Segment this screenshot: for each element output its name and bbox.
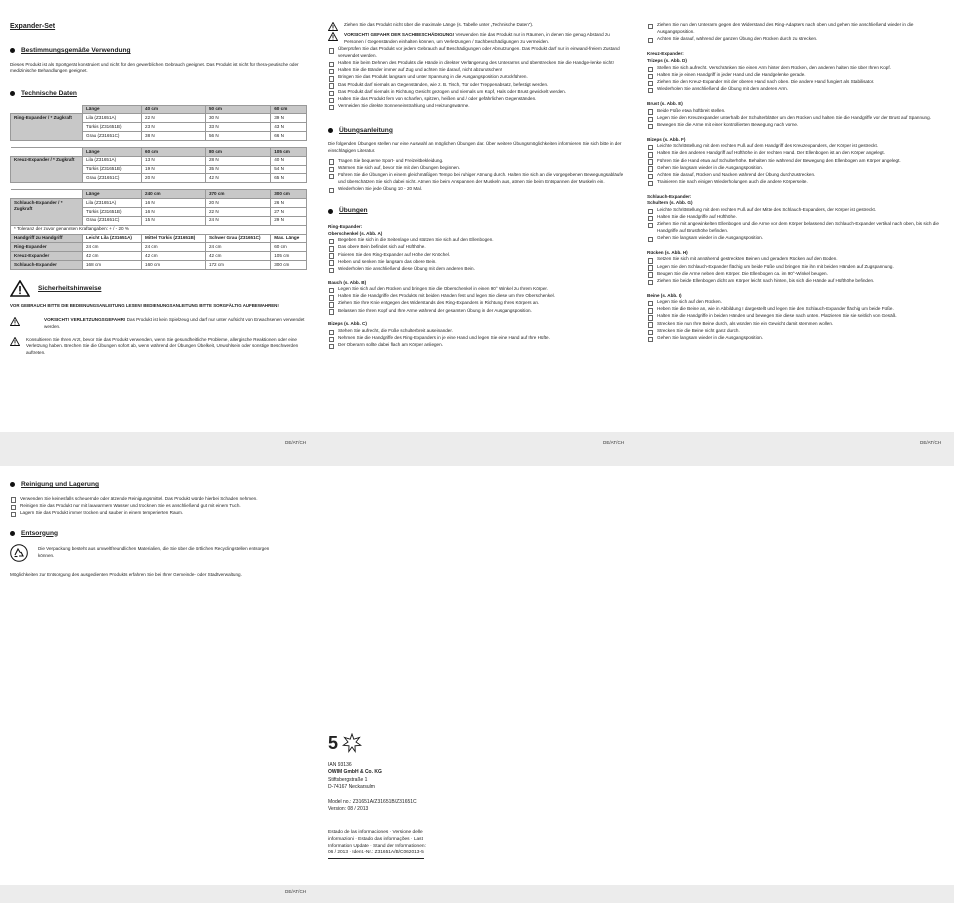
entsorgung-text: Möglichkeiten zur Entsorgung des ausgedienten Produkts erfahren Sie bei Ihrer Gemeinde- oder Stadtverwaltung. [10,572,242,578]
table-cell: 15 N [142,216,206,225]
warning-icon [10,280,30,297]
table-row [11,114,307,123]
bizeps-title: Bizeps (s. Abb. C) [328,321,367,327]
kreuz-title: Kreuz-Expander: [647,51,684,57]
section-heading-verwendung: Bestimmungsgemäße Verwendung [10,46,307,56]
list-item: Beide Füße etwa hüftbreit stellen. [647,108,944,115]
list-item: Wiederholen Sie anschließend diese Übung mit dem anderen Bein. [328,266,625,273]
brust-title: Brust (s. Abb. E) [647,100,683,106]
list-item: Legen Sie den Kreuzexpander unterhalb der Schulterblätter um den Rücken und halten Sie die Handgriffe vor der Brust auf Spannung. [647,115,944,122]
table-cell: 80 cm [205,147,270,156]
list-item: Stellen Sie sich aufrecht. Verschränken Sie einen Arm hinter dem Rücken, den anderen halten Sie über Ihren Kopf. [647,65,944,72]
table-cell: 24 cm [205,243,270,252]
section-heading-sicherheit: Sicherheitshinweise [10,280,307,297]
table-cell: Kreuz-Expander / * Zugkraft [11,156,83,183]
page2-column [10,474,307,582]
column-3 [647,22,944,344]
section-heading-uebungen: Übungen [328,206,625,216]
table-cell: Länge [83,147,142,156]
list-item: Halten Sie je einen Handgriff in jeder Hand und die Handgelenke gerade. [647,72,944,79]
table-cell: 22 N [205,207,270,216]
footer-band-page2 [0,885,954,903]
table-cell: Schlauch-Expander [11,261,83,270]
table-row [11,243,307,252]
table-cell: 42 N [205,174,270,183]
list-item: Ziehen Sie beide Ellenbogen dicht am Körper leicht nach hinten, bis sich die Hände auf Hüfthöhe befinden. [647,278,944,285]
info-line: Estado de las informaciones · Versione delle [328,829,423,835]
info-block [328,830,426,860]
table-cell: 24 N [205,216,270,225]
table-cell: 40 N [271,156,307,165]
table-cell: Kreuz-Expander [11,252,83,261]
recycling-row: Die Verpackung besteht aus umweltfreundlichen Materialien, die Sie über die örtlichen Recyclingstellen entsorgen können. [10,544,307,562]
list-item: Halten Sie beim Dehnen des Produkts die Hände in direkter Verlängerung des Unterarms und überstrecken Sie die Handge-lenke nicht! [328,60,625,67]
list-item: Halten Sie die Handgriffe in beiden Händen und bewegen Sie diese nach unten. Platzieren Sie sie seitlich von Gesäß. [647,313,944,320]
table-spacer [11,183,307,190]
table-row [11,156,307,165]
table-cell: 16 N [142,199,206,208]
list-item: Das Produkt darf niemals in Richtung Gesicht gezogen und niemals um Kopf, Hals oder Brust gewickelt werden. [328,89,625,96]
table-cell: 300 cm [271,261,307,270]
list-item: Vermeiden Sie direkte Sonneneinstrahlung und Heizungswärme. [328,103,625,110]
list-item: Beugen Sie die Arme neben dem Körper. Die Ellenbogen ca. im 90°-Winkel beugen. [647,271,944,278]
list-item: Ziehen Sie den Kreuz-Expander mit der oberen Hand nach oben. Die andere Hand fungiert als Stabilisator. [647,79,944,86]
table-cell: 23 N [142,123,206,132]
list-item: Stehen Sie aufrecht, die Füße schulterbreit auseinander. [328,328,625,335]
bizeps-list [328,328,625,349]
schultern-title: Schultern (s. Abb. G) [647,200,693,206]
table-row [11,261,307,270]
warning-row: VORSICHT! VERLETZUNGSGEFAHR! Das Produkt ist kein Spielzeug und darf nur unter Aufsicht von Erwachsenen verwendet werden. [10,317,307,330]
list-item: Das Produkt darf niemals an Gegenständen, wie z. B. Tisch, Tür oder Treppenabsatz, befestigt werden. [328,82,625,89]
list-item: Heben Sie die Beine an, wie in Abbildung I dargestellt und legen Sie den Schlauch-Expander flächig um beide Füße. [647,306,944,313]
table-cell: Handgriff zu Handgriff [11,234,83,243]
column-1 [10,22,307,361]
ruecken-list [647,256,944,284]
table-cell: Länge [83,190,142,199]
table-header-row [11,147,307,156]
safety-list [328,46,625,109]
table-cell: 60 cm [271,243,307,252]
list-item: Legen Sie den Schlauch-Expander flächig um beide Füße und bringen Sie ihn mit beiden Händen auf Zugspannung. [647,264,944,271]
footer-code: DE/AT/CH [920,440,942,445]
table-cell: 40 cm [142,105,206,114]
list-item: Tragen Sie bequeme Sport- und Freizeitbekleidung. [328,158,625,165]
list-item: Halten Sie den anderen Handgriff auf Hüfthöhe in der rechten Hand. Der Ellenbogen ist an den Körper angelegt. [647,150,944,157]
bauch-list [328,286,625,314]
list-item: Lagern Sie das Produkt immer trocken und sauber in einem temperierten Raum. [10,510,307,517]
table-cell: 160 cm [142,261,206,270]
info-line: informazioni · Estado das informações · Last [328,836,423,842]
list-item: Das obere Bein befindet sich auf Hüfthöhe. [328,244,625,251]
list-item: Wärmen Sie sich auf, bevor Sie mit den Übungen beginnen. [328,165,625,172]
model-block: Model no.: Z31651A/Z31651B/Z31651C Version: 08 / 2013 [328,799,417,813]
table-cell: 172 cm [205,261,270,270]
list-item: Legen Sie sich auf den Rücken und bringen Sie die Oberschenkel in einen 90° Winkel zu Ihrem Körper. [328,286,625,293]
table-cell: 54 N [271,165,307,174]
table-header-row [11,190,307,199]
table-cell: 168 cm [83,261,142,270]
table-cell: 13 N [142,156,206,165]
anleitung-list [328,158,625,193]
table-row [11,199,307,208]
table-cell: 56 N [205,132,270,141]
verwendung-text: Dieses Produkt ist als Sportgerät konstruiert und nicht für den gewerblichen Gebrauch geeignet. Das Produkt ist nicht für thera-peutische oder medizinische Behandlungen geeignet. [10,61,299,74]
table-cell: Lila (Z31651A) [83,114,142,123]
table-cell: Schwer Grau (Z31651C) [205,234,270,243]
footer-band-page1 [0,432,954,466]
list-item: Der Oberarm sollte dabei flach am Körper anliegen. [328,342,625,349]
bullet-icon [10,531,15,536]
list-item: Halten Sie das Produkt fern von scharfen, spitzen, heißen und / oder gefährlichen Gegenständen. [328,96,625,103]
list-item: Verwenden Sie keinesfalls scheuernde oder ätzende Reinigungsmittel. Das Produkt würde hierbei Schaden nehmen. [10,496,307,503]
bullet-icon [328,128,333,133]
table-cell: Lila (Z31651A) [83,156,142,165]
table-row [11,252,307,261]
table-cell: Ring-Expander / * Zugkraft [11,114,83,141]
table-cell: 42 cm [205,252,270,261]
company-block: IAN 93136 OWIM GmbH & Co. KG Stiftsbergstraße 1 D-74167 Neckarsulm [328,762,382,790]
list-item: Heben und senken Sie langsam das obere Bein. [328,259,625,266]
schultern-list [647,207,944,242]
table-cell: 20 N [205,199,270,208]
table-cell: 43 N [271,123,307,132]
info-line: Information Update · Stand der Informationen: [328,843,426,849]
bullet-icon [328,209,333,214]
table-cell: 66 N [271,132,307,141]
list-item: Achten Sie darauf, Rücken und Nacken während der Übung durchzustrecken. [647,172,944,179]
starburst-icon [342,733,362,753]
table-cell: Max. Länge [271,234,307,243]
table-cell: Länge [83,105,142,114]
table-cell: 20 N [142,174,206,183]
list-item: Halten Sie die Bänder immer auf Zug und achten Sie darauf, nicht abzurutschen! [328,67,625,74]
recycling-icon [10,544,28,562]
list-item: Wiederholen Sie jede Übung 10 - 20 Mal. [328,186,625,193]
imprint-block [328,730,426,859]
table-cell: Türkis (Z31651B) [83,165,142,174]
table-header-row [11,105,307,114]
list-item: Leichte Schrittstellung mit dem rechten Fuß auf dem Handgriff des Kreuzexpanders, der Körper ist gestreckt. [647,143,944,150]
beine-list [647,299,944,341]
beine-title: Beine (s. Abb. I) [647,292,682,298]
section-heading-entsorgung: Entsorgung [10,529,307,539]
footer-code: DE/AT/CH [603,440,625,445]
table-cell: 16 N [142,207,206,216]
list-item: Ziehen Sie nun den Unterarm gegen den Widerstand des Ring-Adapters nach oben und gehen Sie anschließend wieder in die Ausgangsposition. [647,22,944,35]
page-title: Expander-Set [10,23,56,30]
table-header-row [11,234,307,243]
table-cell: 105 cm [271,252,307,261]
table-spacer [11,140,307,147]
table-cell: 42 cm [83,252,142,261]
list-item: Fixieren Sie den Ring-Expander auf Höhe der Knöchel. [328,252,625,259]
warning-icon [328,22,338,31]
imprint-number: 5 [328,730,426,756]
table-cell: Ring-Expander [11,243,83,252]
list-item: Setzen Sie sich mit annähernd gestreckten Beinen und geradem Rücken auf den Boden. [647,256,944,263]
table-cell: 42 cm [142,252,206,261]
ring-title: Ring-Expander: [328,223,363,229]
list-item: Gehen Sie langsam wieder in die Ausgangsposition. [647,335,944,342]
list-item: Begeben Sie sich in die Seitenlage und stützen Sie sich auf den Ellenbogen. [328,237,625,244]
table-cell: 27 N [271,207,307,216]
table-cell: Leicht Lila (Z31651A) [83,234,142,243]
table-cell: 50 cm [205,105,270,114]
table-cell: 26 N [271,199,307,208]
table-cell: Grau (Z31651C) [83,174,142,183]
list-item: Strecken Sie die Beine nicht ganz durch. [647,328,944,335]
warning-icon [328,32,338,41]
list-item: Führen Sie die Hand etwa auf Schulterhöhe. Behalten Sie während der Bewegung den Ellenbogen am Körper angelegt. [647,158,944,165]
table-cell: 60 cm [142,147,206,156]
warning-row: Konsultieren Sie Ihren Arzt, bevor Sie das Produkt verwenden, wenn Sie gesundheitliche Probleme, allergische Reaktionen oder eine Verletzung haben. Brechen Sie die Übungen sofort ab, wenn während der Übungen Übelkeit, Unwohlsein oder sonstige Beschwerden auftreten. [10,337,307,357]
ring-list [328,237,625,272]
list-item: Ziehen Sie mit angewinkelten Ellenbogen und die Arme vor dem Körper belassend den Schlauch-Expander vertikal nach oben, bis sich die Handgriffe auf Brusthöhe befinden. [647,221,944,234]
warning-row: VORSICHT! GEFAHR DER SACHBESCHÄDIGUNG! Verwenden Sie das Produkt nur in Räumen, in denen Sie genug Abstand zu Personen / Gegenständen einhalten können, um Verletzungen / Sachbeschädigungen zu vermeiden. [328,32,625,45]
list-item: Nehmen Sie die Handgriffe des Ring-Expanders in je eine Hand und legen Sie eine Hand auf Ihre Hüfte. [328,335,625,342]
bullet-icon [10,48,15,53]
table-cell: 35 N [205,165,270,174]
schlauch-title: Schlauch-Expander: [647,193,692,199]
table-cell: 240 cm [142,190,206,199]
column-2 [328,22,625,351]
trizeps-title: Trizeps (s. Abb. D) [647,58,687,64]
table-cell: 30 N [205,114,270,123]
trizeps-list [647,65,944,93]
table-cell: 300 cm [271,190,307,199]
bauch-title: Bauch (s. Abb. B) [328,279,367,285]
section-heading-technische-daten: Technische Daten [10,89,307,99]
list-item: Bringen Sie das Produkt langsam und unter Spannung in die Ausgangsposition zurückführen. [328,74,625,81]
table-cell: Türkis (Z31651B) [83,207,142,216]
table-cell: 24 cm [142,243,206,252]
list-item: Wiederholen Sie anschließend die Übung mit dem anderen Arm. [647,86,944,93]
table-cell: 24 cm [83,243,142,252]
section-heading-reinigung: Reinigung und Lagerung [10,480,307,490]
table-cell: 33 N [205,123,270,132]
table-cell: 370 cm [205,190,270,199]
spec-table [10,105,307,270]
table-cell: Schlauch-Expander / * Zugkraft [11,199,83,226]
table-cell: 60 cm [271,105,307,114]
ring-subtitle: Oberschenkel (s. Abb. A) [328,230,383,236]
table-cell: Türkis (Z31651B) [83,123,142,132]
list-item: Führen Sie die Übungen in einem gleichmäßigen Tempo bei ruhiger Atmung durch. Halten Sie sich an die vorgegebenen Bewegungsabläufe und überschätzen Sie sich dabei nicht. Atmen Sie beim Anspannen der Muskeln aus, atmen Sie beim Entspannen der Muskeln ein. [328,172,625,185]
list-item: Trainieren Sie nach einigen Wiederholungen auch die andere Körperseite. [647,179,944,186]
section-heading-uebungsanleitung: Übungsanleitung [328,126,625,136]
table-cell: 22 N [142,114,206,123]
list-item: Ziehen Sie Ihre Knie entgegen des Widerstands des Ring-Expanders in Richtung Ihres Körpers an. [328,300,625,307]
bizeps-title: Bizeps (s. Abb. F) [647,136,686,142]
table-cell: 65 N [271,174,307,183]
top-list [647,22,944,42]
footer-code: DE/AT/CH [285,889,307,894]
list-item: Bewegen Sie die Arme mit einer kontrollierten Bewegung nach vorne. [647,122,944,129]
list-item: Halten Sie die Handgriffe auf Hüfthöhe. [647,214,944,221]
table-cell: Lila (Z31651A) [83,199,142,208]
list-item: Strecken Sie nun Ihre Beine durch, als würden Sie ein Gewicht damit stemmen wollen. [647,321,944,328]
list-item: Legen Sie sich auf den Rücken. [647,299,944,306]
list-item: Gehen Sie langsam wieder in die Ausgangsposition. [647,235,944,242]
table-cell: 19 N [142,165,206,174]
table-cell: * Toleranz der zuvor genannten Kraftangaben: + / - 20 % [11,225,307,234]
table-cell [11,190,83,199]
list-item: Leichte Schrittstellung mit dem rechten Fuß auf der Mitte des Schlauch-Expanders, der Körper ist gestreckt. [647,207,944,214]
bizeps-list [647,143,944,185]
list-item: Belassen Sie Ihren Kopf und Ihre Arme während der gesamten Übung in der Ausgangsposition. [328,308,625,315]
info-line: 06 / 2013 · Ident.-Nr.: Z31651A/B/C062013-5 [328,850,424,859]
safety-caps-text: VOR GEBRAUCH BITTE DIE BEDIENUNGSANLEITUNG LESEN! BEDIENUNGSANLEITUNG BITTE SORGFÄLTIG AUFBEWAHREN! [10,302,279,308]
bullet-icon [10,91,15,96]
table-cell: Mittel Türkis (Z31651B) [142,234,206,243]
footer-code: DE/AT/CH [285,440,307,445]
table-cell: 105 cm [271,147,307,156]
list-item: Überprüfen Sie das Produkt vor jedem Gebrauch auf Beschädigungen oder Abnutzungen. Das Produkt darf nur in einwand-freiem Zustand verwendet werden. [328,46,625,59]
warning-row: Ziehen Sie das Produkt nicht über die maximale Länge (s. Tabelle unter „Technische Daten"). [328,22,625,31]
reinigung-list [10,496,307,517]
anleitung-intro: Die folgenden Übungen stellen nur eine Auswahl an möglichen Übungen dar. Über weitere Übungsmöglichkeiten informieren Sie sich bitte in der einschlägigen Literatur. [328,141,622,153]
table-cell: Grau (Z31651C) [83,132,142,141]
table-cell: Grau (Z31651C) [83,216,142,225]
list-item: Reinigen Sie das Produkt nur mit lauwarmem Wasser und trocknen Sie es anschließend gut mit einem Tuch. [10,503,307,510]
table-cell: 29 N [271,216,307,225]
table-cell [11,147,83,156]
warning-icon [10,337,20,346]
brust-list [647,108,944,129]
table-cell: 28 N [205,156,270,165]
list-item: Achten Sie darauf, während der ganzen Übung den Rücken durch zu strecken. [647,36,944,43]
table-cell: 38 N [142,132,206,141]
list-item: Gehen Sie langsam wieder in die Ausgangsposition. [647,165,944,172]
table-cell: 39 N [271,114,307,123]
table-cell [11,105,83,114]
ruecken-title: Rücken (s. Abb. H) [647,249,688,255]
warning-icon [10,317,20,326]
list-item: Halten Sie die Handgriffe des Produkts mit beiden Händen fest und legen Sie diese um Ihre Oberschenkel. [328,293,625,300]
bullet-icon [10,482,15,487]
tolerance-row [11,225,307,234]
